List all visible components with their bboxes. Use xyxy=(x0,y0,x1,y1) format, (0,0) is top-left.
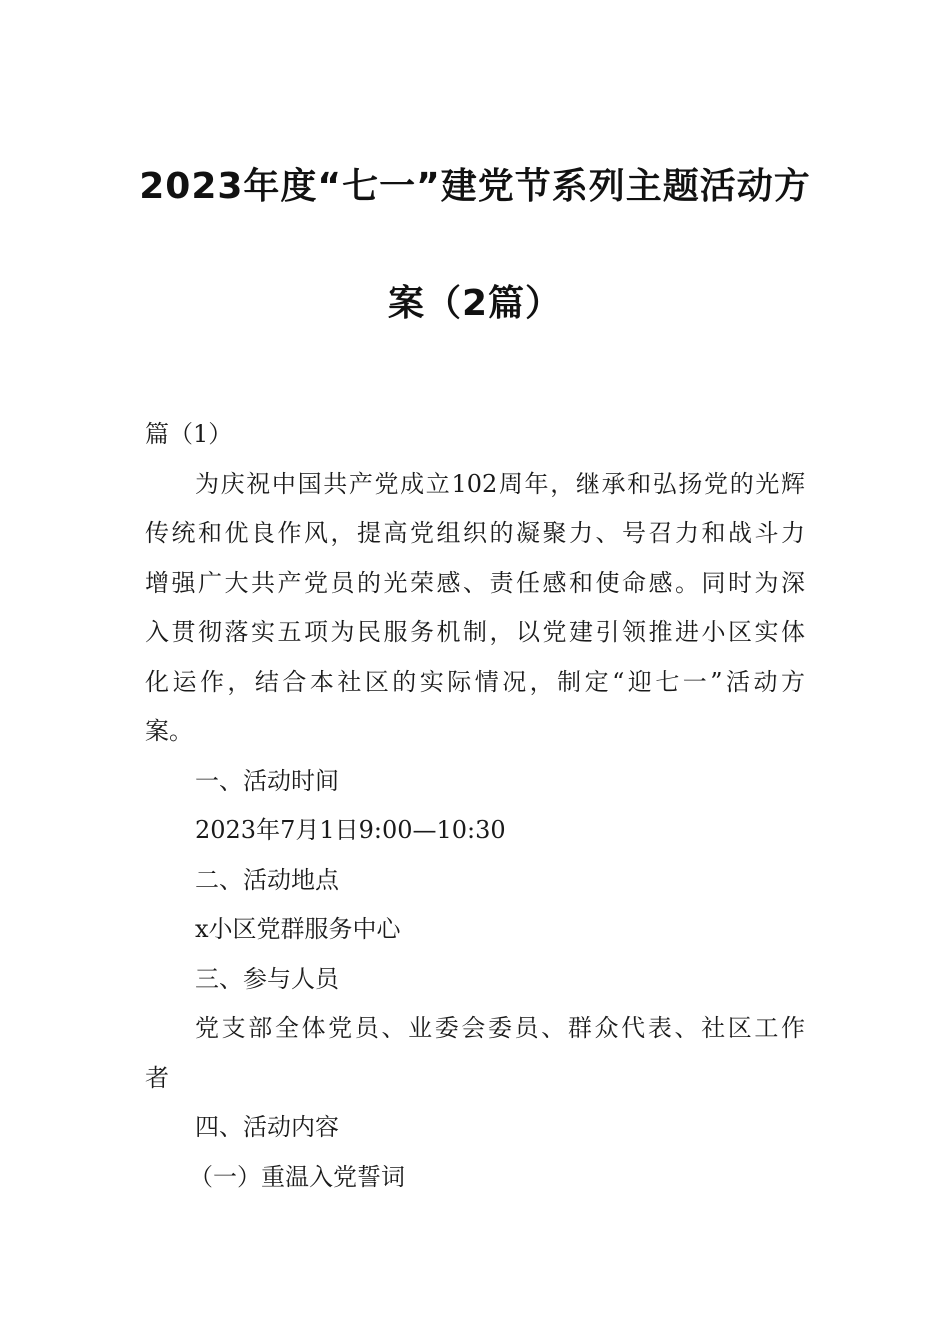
section-heading-location: 二、活动地点 xyxy=(195,865,339,894)
document-title-line-1: 2023年度“七一”建党节系列主题活动方 xyxy=(139,166,811,207)
document-body xyxy=(145,410,805,1202)
document-title-line-2: 案（2篇） xyxy=(387,283,563,324)
intro-paragraph-line-5: 化运作，结合本社区的实际情况，制定“迎七一”活动方 xyxy=(145,667,805,696)
part-label: 篇（1） xyxy=(145,420,233,448)
intro-paragraph-line-3: 增强广大共产党员的光荣感、责任感和使命感。同时为深 xyxy=(145,568,805,597)
intro-paragraph-line-6: 案。 xyxy=(145,717,193,745)
section-content-participants-line-1: 党支部全体党员、业委会委员、群众代表、社区工作 xyxy=(195,1014,805,1042)
intro-paragraph-line-1: 为庆祝中国共产党成立102周年，继承和弘扬党的光辉 xyxy=(195,469,805,498)
section-content-location: x小区党群服务中心 xyxy=(195,915,401,943)
intro-paragraph-line-4: 入贯彻落实五项为民服务机制，以党建引领推进小区实体 xyxy=(145,618,805,646)
section-subheading-oath: （一）重温入党誓词 xyxy=(189,1162,405,1191)
section-heading-content: 四、活动内容 xyxy=(195,1113,339,1141)
intro-paragraph-line-2: 传统和优良作风，提高党组织的凝聚力、号召力和战斗力 xyxy=(145,519,805,547)
section-content-time: 2023年7月1日9:00—10:30 xyxy=(195,816,506,844)
section-heading-participants: 三、参与人员 xyxy=(195,964,339,993)
section-heading-time: 一、活动时间 xyxy=(195,766,339,795)
section-content-participants-line-2: 者 xyxy=(145,1063,169,1092)
